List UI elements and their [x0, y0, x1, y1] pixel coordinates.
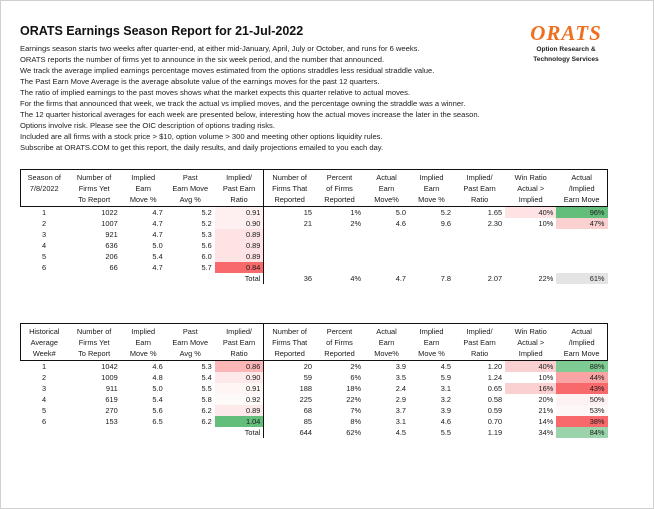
intro-line: Subscribe at ORATS.COM to get this report, the daily results, and daily projections emailed to you each day.	[20, 143, 384, 153]
table-cell: 2	[41, 373, 47, 382]
column-header: Reported	[264, 348, 315, 361]
table-cell: 2.9	[395, 395, 407, 404]
table-row	[21, 394, 608, 405]
table-cell: 10%	[538, 219, 554, 228]
column-header: Implied	[505, 194, 556, 207]
table-cell: 4.7	[152, 263, 163, 272]
table-cell: 5	[41, 406, 47, 415]
column-header: of Firms	[326, 338, 353, 347]
column-header: Earn Move	[172, 338, 209, 347]
table-cell: 38%	[556, 416, 607, 427]
table-cell	[166, 427, 215, 438]
table-cell: 4.7	[152, 230, 163, 239]
table-cell	[454, 229, 505, 240]
table-cell	[264, 229, 315, 240]
orats-logo	[521, 22, 611, 64]
table-cell: 0.86	[215, 361, 264, 373]
column-header: Earn Move	[172, 184, 209, 193]
table-cell	[505, 240, 556, 251]
column-header: Number of	[272, 173, 307, 182]
table-cell	[409, 240, 454, 251]
column-header: Win Ratio	[514, 327, 547, 336]
column-header: Implied	[131, 173, 156, 182]
table-cell: 21	[303, 219, 312, 228]
column-header: Number of	[76, 173, 112, 182]
table-cell: 5.6	[201, 241, 212, 250]
column-header	[21, 194, 68, 207]
table-cell	[68, 273, 121, 284]
table-cell	[264, 251, 315, 262]
table-cell: 44%	[556, 372, 607, 383]
column-header: Actual	[376, 327, 397, 336]
table-cell	[556, 229, 607, 240]
table-cell: 96%	[556, 207, 607, 219]
table-cell: 8%	[350, 417, 362, 426]
table-cell: 1.65	[487, 208, 503, 217]
table-cell	[315, 240, 364, 251]
table-row	[21, 416, 608, 427]
table-cell: 5.5	[440, 428, 452, 437]
table-cell: 1042	[101, 362, 118, 371]
table-cell: 3	[41, 230, 47, 239]
table-cell: 7%	[350, 406, 362, 415]
table-cell: 36	[303, 274, 312, 283]
column-header: Actual >	[517, 338, 545, 347]
table-cell: 3.9	[395, 362, 407, 371]
table-cell: 0.89	[215, 405, 264, 416]
table-cell: 1.24	[487, 373, 503, 382]
column-header: Earn	[135, 184, 151, 193]
table-cell	[505, 262, 556, 273]
table-cell: 1.19	[487, 428, 503, 437]
column-header: Reported	[315, 348, 364, 361]
table-cell: 2.30	[487, 219, 503, 228]
table-cell: 5.2	[440, 208, 452, 217]
logo-subtitle-line2: Technology Services	[533, 56, 599, 63]
column-header: Past Earn	[463, 184, 496, 193]
table-cell: 59	[303, 373, 312, 382]
table-cell: 88%	[556, 361, 607, 373]
intro-line: Included are all firms with a stock price > $10, option volume > 300 and meeting other options liquidity rules.	[20, 132, 383, 142]
table-cell	[454, 251, 505, 262]
table-cell: 0.84	[215, 262, 264, 273]
column-header: To Report	[68, 348, 121, 361]
table-cell: 2	[41, 219, 47, 228]
column-header: Earn	[378, 184, 395, 193]
table-cell: 2.4	[395, 384, 407, 393]
table-cell: 153	[105, 417, 118, 426]
column-header: Earn	[378, 338, 395, 347]
column-header: Implied	[131, 327, 156, 336]
table-cell: 0.89	[215, 240, 264, 251]
table-cell: 1	[41, 208, 47, 217]
column-header: Move %	[121, 348, 166, 361]
table-cell	[68, 427, 121, 438]
table-cell	[121, 427, 166, 438]
column-header: Implied/	[466, 173, 493, 182]
table-cell	[505, 229, 556, 240]
table-cell: 5.8	[201, 395, 212, 404]
table-cell: 68	[303, 406, 312, 415]
column-header: /Implied	[556, 183, 607, 194]
column-header: Move %	[409, 194, 454, 207]
table-cell: 911	[105, 384, 118, 393]
column-header: Actual	[556, 324, 607, 338]
header-row	[21, 170, 608, 184]
table-row	[21, 427, 608, 438]
table-cell: 5.0	[395, 208, 407, 217]
table-cell: 61%	[556, 273, 607, 284]
column-header: Historical	[21, 324, 68, 338]
table-cell: 225	[299, 395, 312, 404]
table-cell: 5.7	[201, 263, 212, 272]
column-header: Earn	[423, 338, 440, 347]
table-cell: 20%	[538, 395, 554, 404]
table-cell: 5.3	[201, 230, 212, 239]
table-cell: 6.0	[201, 252, 212, 261]
table-cell: 14%	[538, 417, 554, 426]
table-cell: 22%	[538, 274, 554, 283]
table-cell: 3	[41, 384, 47, 393]
table-row	[21, 273, 608, 284]
column-header: Earn Move	[556, 348, 607, 361]
table-cell: 4%	[350, 274, 362, 283]
table-cell: 4.7	[152, 219, 163, 228]
column-header: Firms That	[272, 184, 308, 193]
logo-mark: ORATS	[530, 21, 602, 45]
column-header: Implied	[419, 327, 444, 336]
table-cell: 4.5	[440, 362, 452, 371]
table-row	[21, 372, 608, 383]
intro-line: We track the average implied earnings percentage moves estimated from the options straddles less residual straddle value.	[20, 66, 435, 76]
table-cell: 4.7	[152, 208, 163, 217]
table-cell	[315, 229, 364, 240]
column-header: Ratio	[215, 194, 264, 207]
table-cell	[364, 251, 409, 262]
table-cell	[364, 240, 409, 251]
table-cell: 0.89	[215, 251, 264, 262]
column-header: Move %	[409, 348, 454, 361]
table-cell	[454, 262, 505, 273]
table-cell: 0.91	[215, 383, 264, 394]
table-cell: Total	[215, 273, 264, 284]
table-cell: 1.20	[487, 362, 503, 371]
column-header: Season of	[21, 170, 68, 184]
table-cell: 5.4	[152, 395, 163, 404]
column-header: Ratio	[454, 348, 505, 361]
table-row	[21, 251, 608, 262]
table-cell: 644	[299, 428, 312, 437]
column-header: Avg %	[166, 348, 215, 361]
table-cell: 5.2	[201, 208, 212, 217]
table-cell: 15	[303, 208, 312, 217]
table-cell: 5	[41, 252, 47, 261]
table-cell: 1%	[350, 208, 362, 217]
table-cell: 3.5	[395, 373, 407, 382]
intro-line: The Past Earn Move Average is the average absolute value of the earnings moves for the past 12 quarters.	[20, 77, 380, 87]
intro-line: The ratio of implied earnings to the past moves shows what the market expects this quarter relative to actual moves.	[20, 88, 410, 98]
table-cell: 1.04	[215, 416, 264, 427]
table-row	[21, 207, 608, 219]
table-cell: 0.90	[215, 218, 264, 229]
table-cell	[556, 251, 607, 262]
table-cell: 4.6	[152, 362, 163, 371]
table-cell	[121, 273, 166, 284]
intro-line: The 12 quarter historical averages for each week are presented below, interesting how the actual moves increase the later in the season.	[20, 110, 480, 120]
table-cell	[409, 229, 454, 240]
header-row	[21, 348, 608, 361]
table-cell: 20	[303, 362, 312, 371]
table-row	[21, 229, 608, 240]
column-header: Past Earn	[215, 183, 264, 194]
table-cell: 3.2	[440, 395, 452, 404]
column-header: Number of	[76, 327, 112, 336]
column-header: Firms Yet	[78, 338, 110, 347]
table-cell: 6	[41, 263, 47, 272]
table-cell	[364, 229, 409, 240]
header-row	[21, 194, 608, 207]
table-cell	[556, 262, 607, 273]
table-cell	[505, 251, 556, 262]
column-header: Implied	[505, 348, 556, 361]
column-header: Implied/	[215, 170, 264, 184]
table-cell: 84%	[556, 427, 607, 438]
table-cell: 6.2	[201, 406, 212, 415]
table-cell: 5.4	[152, 252, 163, 261]
table-cell	[315, 262, 364, 273]
table-cell: 16%	[505, 383, 556, 394]
column-header: Move%	[364, 194, 409, 207]
table-cell: 206	[105, 252, 118, 261]
table-cell	[556, 240, 607, 251]
column-header: Actual	[556, 170, 607, 184]
table-cell: 21%	[538, 406, 554, 415]
table-cell	[454, 240, 505, 251]
table-cell: 1022	[101, 208, 118, 217]
report-sheet	[15, 14, 637, 492]
table-cell: 5.0	[152, 384, 163, 393]
table-cell	[166, 273, 215, 284]
current-season-table	[20, 169, 608, 284]
column-header: Number of	[272, 327, 307, 336]
column-header: /Implied	[556, 337, 607, 348]
table-header	[21, 170, 608, 207]
table-cell: 0.89	[215, 229, 264, 240]
table-cell: 2%	[350, 362, 362, 371]
table-cell	[409, 251, 454, 262]
table-cell: 1009	[101, 373, 118, 382]
table-cell: 50%	[556, 394, 607, 405]
table-cell: 636	[105, 241, 118, 250]
table-cell: 66	[109, 263, 118, 272]
column-header: Firms Yet	[78, 184, 110, 193]
table-cell: 6	[41, 417, 47, 426]
table-cell: 1007	[101, 219, 118, 228]
column-header: Ratio	[215, 348, 264, 361]
column-header: Earn	[423, 184, 440, 193]
logo-subtitle-line1: Option Research &	[536, 46, 596, 53]
table-cell: 0.58	[487, 395, 503, 404]
table-cell: 0.90	[215, 372, 264, 383]
table-cell	[264, 240, 315, 251]
table-cell: 6.2	[201, 417, 212, 426]
column-header: Move%	[364, 348, 409, 361]
table-cell: 53%	[556, 405, 607, 416]
table-cell: 3.1	[440, 384, 452, 393]
table-cell: 3.7	[395, 406, 407, 415]
table-cell: 5.6	[152, 406, 163, 415]
table-cell: 22%	[346, 395, 362, 404]
table-cell: 0.65	[487, 384, 503, 393]
table-cell: 4.8	[152, 373, 163, 382]
column-header: Implied	[419, 173, 444, 182]
column-header: Past	[182, 173, 198, 182]
table-cell: 0.92	[215, 394, 264, 405]
table-cell: 62%	[346, 428, 362, 437]
column-header: Past Earn	[463, 338, 496, 347]
table-cell: 43%	[556, 383, 607, 394]
table-cell	[21, 273, 68, 284]
intro-line: ORATS reports the number of firms yet to announce in the six week period, and the number that announced.	[20, 55, 385, 65]
table-cell: 6.5	[152, 417, 163, 426]
table-cell: 0.70	[487, 417, 503, 426]
report-intro	[20, 43, 525, 153]
column-header: Move %	[121, 194, 166, 207]
table-cell: 4.6	[395, 219, 407, 228]
column-header: Win Ratio	[514, 173, 547, 182]
intro-line: Earnings season starts two weeks after quarter-end, at either mid-January, April, July or October, and runs for 6 weeks.	[20, 44, 420, 53]
table-cell: 2.07	[487, 274, 503, 283]
column-header: Avg %	[166, 194, 215, 207]
column-header: To Report	[68, 194, 121, 207]
column-header: Earn	[135, 338, 151, 347]
table-cell	[315, 251, 364, 262]
table-row	[21, 262, 608, 273]
table-cell: 921	[105, 230, 118, 239]
table-cell: 4	[41, 241, 47, 250]
column-header: 7/8/2022	[21, 183, 68, 194]
column-header: Reported	[264, 194, 315, 207]
table-cell: 4.7	[395, 274, 407, 283]
table-cell: 4	[41, 395, 47, 404]
column-header: Actual >	[517, 184, 545, 193]
table-header	[21, 324, 608, 361]
table-cell: 9.6	[440, 219, 452, 228]
table-cell: 7.8	[440, 274, 452, 283]
table-cell: Total	[215, 427, 264, 438]
table-cell: 6%	[350, 373, 362, 382]
table-cell: 85	[303, 417, 312, 426]
table-cell: 2%	[350, 219, 362, 228]
table-cell: 40%	[505, 361, 556, 373]
table-cell: 3.9	[440, 406, 452, 415]
table-cell: 270	[105, 406, 118, 415]
table-cell: 0.59	[487, 406, 503, 415]
table-cell: 0.91	[215, 207, 264, 219]
column-header: Percent	[326, 173, 353, 182]
table-body	[21, 207, 608, 285]
table-cell: 188	[299, 384, 312, 393]
table-cell: 619	[105, 395, 118, 404]
table-cell: 5.4	[201, 373, 212, 382]
intro-line: For the firms that announced that week, we track the actual vs implied moves, and the percentage owning the straddle was a winner.	[20, 99, 466, 109]
column-header: Week#	[21, 348, 68, 361]
column-header: Past Earn	[215, 337, 264, 348]
table-cell: 5.0	[152, 241, 163, 250]
table-cell: 5.3	[201, 362, 212, 371]
intro-line: Options involve risk. Please see the OIC description of options trading risks.	[20, 121, 275, 131]
table-cell: 4.6	[440, 417, 452, 426]
header-row	[21, 183, 608, 194]
header-row	[21, 337, 608, 348]
table-cell: 5.5	[201, 384, 212, 393]
table-cell	[21, 427, 68, 438]
table-cell: 3.1	[395, 417, 407, 426]
column-header: Percent	[326, 327, 353, 336]
column-header: Past	[182, 327, 198, 336]
table-cell: 1	[41, 362, 47, 371]
column-header: Average	[21, 337, 68, 348]
table-row	[21, 218, 608, 229]
column-header: Firms That	[272, 338, 308, 347]
column-header: Implied/	[466, 327, 493, 336]
column-header: Implied/	[215, 324, 264, 338]
column-header: Earn Move	[556, 194, 607, 207]
table-cell	[264, 262, 315, 273]
table-row	[21, 361, 608, 373]
column-header: Actual	[376, 173, 397, 182]
table-cell: 10%	[538, 373, 554, 382]
table-cell	[409, 262, 454, 273]
table-body	[21, 361, 608, 439]
table-cell: 40%	[505, 207, 556, 219]
table-cell: 18%	[346, 384, 362, 393]
table-cell: 34%	[538, 428, 554, 437]
column-header: Ratio	[454, 194, 505, 207]
table-row	[21, 240, 608, 251]
table-cell: 4.5	[395, 428, 407, 437]
table-cell: 47%	[556, 218, 607, 229]
report-title: ORATS Earnings Season Report for 21-Jul-2022	[20, 24, 304, 38]
table-cell: 5.9	[440, 373, 452, 382]
column-header: Reported	[315, 194, 364, 207]
table-cell: 5.2	[201, 219, 212, 228]
header-row	[21, 324, 608, 338]
table-cell	[364, 262, 409, 273]
historical-average-table	[20, 323, 608, 438]
column-header: of Firms	[326, 184, 353, 193]
table-row	[21, 383, 608, 394]
table-row	[21, 405, 608, 416]
